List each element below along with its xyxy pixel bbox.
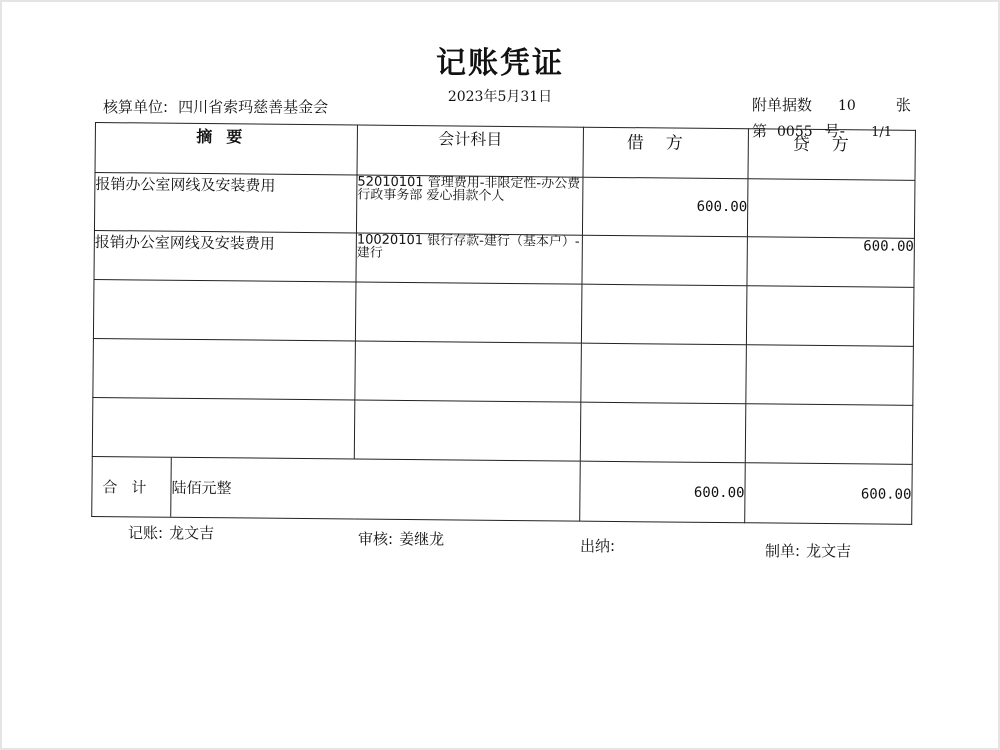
voucher-number-suffix: 号- xyxy=(824,122,846,140)
bookkeeper-name: 龙文吉 xyxy=(169,524,215,542)
empty-cell xyxy=(746,345,914,405)
header-summary: 摘要 xyxy=(95,123,357,175)
empty-cell xyxy=(580,402,746,462)
table-row xyxy=(93,339,914,406)
footer-preparer xyxy=(765,540,851,561)
total-cell xyxy=(92,457,581,522)
voucher-table-wrap xyxy=(91,122,915,525)
total-in-words: 陆佰元整 xyxy=(171,478,232,498)
entry-debit xyxy=(582,235,747,286)
total-debit: 600.00 xyxy=(580,461,746,523)
table-row xyxy=(92,398,913,465)
attachment-unit: 张 xyxy=(895,96,911,114)
bookkeeper-label: 记账: xyxy=(128,524,164,542)
empty-cell xyxy=(745,404,913,464)
empty-cell xyxy=(354,400,581,461)
preparer-name: 龙文吉 xyxy=(806,542,852,560)
table-row xyxy=(94,230,914,288)
total-label: 合计 xyxy=(92,457,171,517)
accounting-unit-label: 核算单位: xyxy=(103,98,169,116)
entry-debit: 600.00 xyxy=(582,177,748,236)
entry-summary: 报销办公室网线及安装费用 xyxy=(94,230,356,282)
reviewer-label: 审核: xyxy=(358,530,394,548)
empty-cell xyxy=(93,339,356,400)
table-row xyxy=(93,280,914,347)
empty-cell xyxy=(746,286,914,346)
total-row xyxy=(92,457,913,525)
attachment-label: 附单据数 xyxy=(752,96,813,114)
accounting-unit-value: 四川省索玛慈善基金会 xyxy=(178,98,329,116)
total-inner xyxy=(92,457,580,521)
footer-cashier xyxy=(580,535,621,556)
header-debit: 借方 xyxy=(583,127,748,178)
table-row xyxy=(94,172,915,238)
voucher-page: 1/1 xyxy=(871,125,892,140)
empty-cell xyxy=(93,280,356,341)
empty-cell xyxy=(581,343,747,403)
attachment-number: 10 xyxy=(838,98,856,114)
header-account: 会计科目 xyxy=(357,125,583,177)
entry-account: 52010101 管理费用-非限定性-办公费 行政事务部 爱心捐款个人 xyxy=(356,175,583,235)
voucher-date: 2023年5月31日 xyxy=(447,89,553,105)
footer-bookkeeper xyxy=(128,522,214,543)
preparer-label: 制单: xyxy=(765,542,801,560)
cashier-label: 出纳: xyxy=(580,537,616,555)
entry-credit xyxy=(747,179,915,238)
empty-cell xyxy=(92,398,355,459)
attachment-count xyxy=(752,94,911,115)
voucher-title: 记账凭证 xyxy=(436,46,564,81)
entry-credit: 600.00 xyxy=(747,236,914,287)
entry-summary: 报销办公室网线及安装费用 xyxy=(94,172,357,232)
header-row xyxy=(95,123,915,181)
voucher-number-value: 0055 xyxy=(777,124,813,140)
empty-cell xyxy=(355,282,582,343)
empty-cell xyxy=(355,341,582,402)
header-credit: 贷方 xyxy=(748,129,915,180)
total-credit: 600.00 xyxy=(745,463,913,525)
voucher-number-prefix: 第 xyxy=(752,122,768,140)
footer-reviewer xyxy=(358,528,444,549)
empty-cell xyxy=(581,285,747,345)
entry-account: 10020101 银行存款-建行（基本户）-建行 xyxy=(356,233,582,285)
accounting-unit xyxy=(103,96,328,117)
reviewer-name: 姜继龙 xyxy=(399,530,445,548)
voucher-table xyxy=(91,122,916,525)
